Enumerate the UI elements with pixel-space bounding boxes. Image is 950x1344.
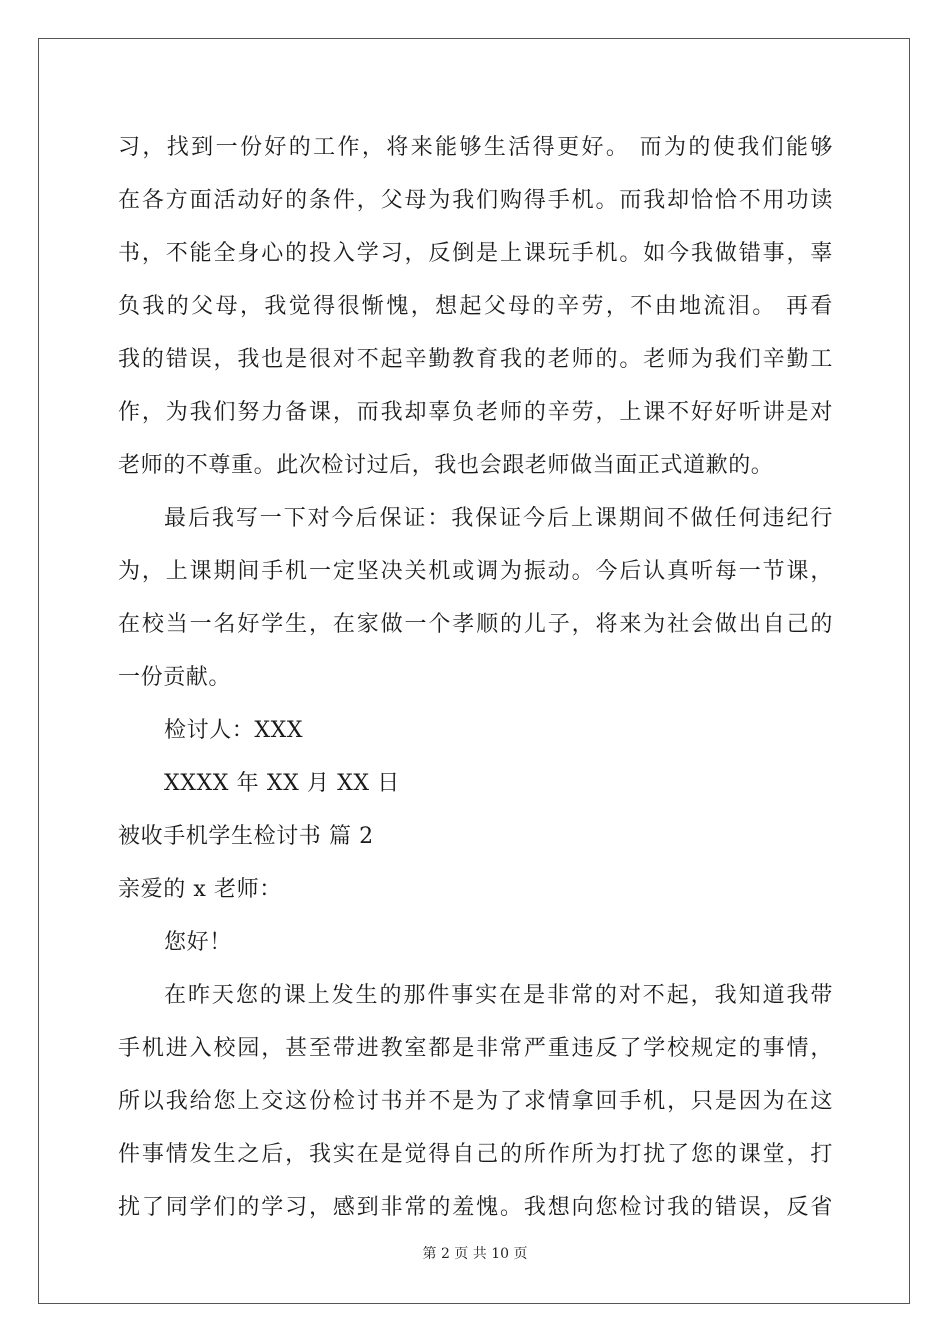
signature-label: 检讨人：XXX xyxy=(164,718,304,743)
salutation: 亲爱的 x 老师： xyxy=(118,877,282,902)
paragraph-line: 在校当一名好学生，在家做一个孝顺的儿子，将来为社会做出自己的 xyxy=(118,612,833,637)
paragraph-line: 一份贡献。 xyxy=(118,665,232,690)
paragraph-line: 负我的父母，我觉得很惭愧，想起父母的辛劳，不由地流泪。 再看 xyxy=(118,294,833,319)
section-heading: 被收手机学生检讨书 篇 2 xyxy=(118,824,374,849)
paragraph-line: 手机进入校园，甚至带进教室都是非常严重违反了学校规定的事情， xyxy=(118,1036,833,1061)
greeting: 您好！ xyxy=(164,930,232,955)
paragraph-line: 作，为我们努力备课，而我却辜负老师的辛劳，上课不好好听讲是对 xyxy=(118,400,833,425)
paragraph-line: 最后我写一下对今后保证：我保证今后上课期间不做任何违纪行 xyxy=(164,506,833,531)
paragraph-line: 扰了同学们的学习，感到非常的羞愧。我想向您检讨我的错误，反省 xyxy=(118,1195,833,1220)
page-number-footer: 第 2 页 共 10 页 xyxy=(422,1246,528,1262)
paragraph-line: 为，上课期间手机一定坚决关机或调为振动。今后认真听每一节课， xyxy=(118,559,833,584)
paragraph-line: 老师的不尊重。此次检讨过后，我也会跟老师做当面正式道歉的。 xyxy=(118,453,774,478)
paragraph-line: 书，不能全身心的投入学习，反倒是上课玩手机。如今我做错事，辜 xyxy=(118,241,833,266)
paragraph-line: 所以我给您上交这份检讨书并不是为了求情拿回手机，只是因为在这 xyxy=(118,1089,833,1114)
paragraph-line: 在各方面活动好的条件，父母为我们购得手机。而我却恰恰不用功读 xyxy=(118,188,833,213)
paragraph-line: 在昨天您的课上发生的那件事实在是非常的对不起，我知道我带 xyxy=(164,983,833,1008)
paragraph-line: 我的错误，我也是很对不起辛勤教育我的老师的。老师为我们辛勤工 xyxy=(118,347,833,372)
paragraph-line: 件事情发生之后，我实在是觉得自己的所作所为打扰了您的课堂，打 xyxy=(118,1142,833,1167)
paragraph-line: 习，找到一份好的工作，将来能够生活得更好。 而为的使我们能够 xyxy=(118,135,833,160)
signature-date: XXXX 年 XX 月 XX 日 xyxy=(164,771,400,796)
